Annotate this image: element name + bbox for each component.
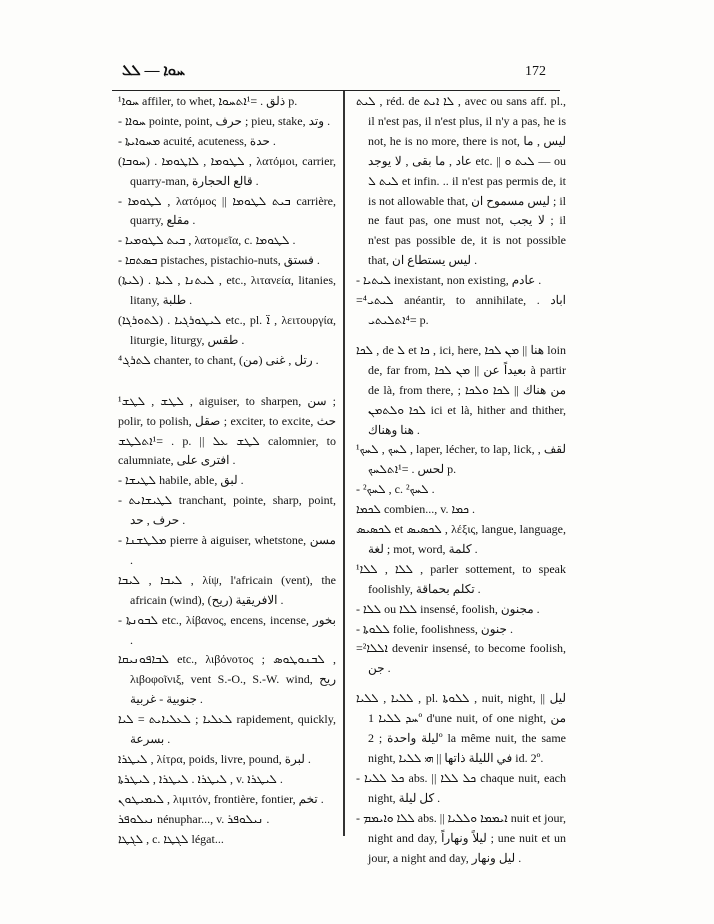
dictionary-entry: - ܡܠܛܫܢܐ pierre à aiguiser, whetstone, مسن . [118, 533, 336, 567]
dictionary-entry: - ܒܝܬ ܠܛܘܡܝܐ , λατομεῖα, c. ܠܛܘܡܐ . [118, 233, 296, 248]
dictionary-entry: - ܚܘܐܐ pointe, point, حرف ; pieu, stake, وتد . [118, 113, 331, 128]
dictionary-entry: - ܠܠܐ ܘܐܝܡܡ abs. || ܐܝܡܡܐ ܘܠܠܝܐ nuit et jour, night and day, ليلاً ونهاراً ; une nuit et un jour, a night and day, ليل ونهار . [356, 810, 566, 865]
header-headwords: ܚܘܐ — ܠܠ [122, 63, 186, 79]
dictionary-entry: ܠܝܛܪܐ , λίτρα, poids, livre, pound, لبرة . [118, 752, 311, 766]
dictionary-entry: ܠܠܝܐ , ܠܠܝܐ , pl. ܠܠܘܬܐ , nuit, night, ليل || ܚܕ ܠܠܝܐ 1º d'une nuit, of one night, من ليلة واحدة ; 2º la même nuit, the same night, في الليلة ذاتها || ܗܝ ܠܠܝܐ id. 2º. [356, 691, 567, 765]
dictionary-entry: - ܠܠܐ ou ܠܠܐ insensé, foolish, مجنون . [356, 601, 540, 616]
dictionary-entry: ܠܟܣܝܣ et ܠܟܣܝܣ , λέξις, langue, language, لغة ; mot, word, كلمة . [356, 522, 566, 556]
dictionary-entry: - ܡܚܘܐܝܬܐ acuité, acuteness, حدة . [118, 133, 276, 148]
dictionary-entry: ܠܝܬ , réd. de ܠܐ ܐܝܬ , avec ou sans aff. pl., il n'est pas, il n'est plus, il n'y a pas, he is not, he is no more, there is not, ليس , ما عاد , ما بقى , لا يوجد etc. || ܠܝܬ ܘ — ou ܠܝܬ ܠ et infin. .. il n'est pas permis de, it is not allowable that, ليس مسموح ان ; il ne faut pas, one must not, لا يجب ; il n'est pas possible de, it is not possible that, ليس يستطاع ان . [356, 94, 567, 268]
dictionary-entry: - ܟܠ ܠܠܝܐ abs. || ܟܠ ܠܠܐ chaque nuit, each night, كل ليلة . [356, 770, 567, 805]
dictionary-entry: - ܒܣܬܩܐ pistaches, pistachio-nuts, فستق . [118, 253, 320, 268]
entry-gap [356, 331, 566, 341]
entry-gap [356, 679, 566, 689]
dictionary-entry: (ܠܬܘܪܓܐ) . ܠܝܛܘܪܓܝܐ etc., pl. ܐ̈ , λειτουργία, liturgie, liturgy, طقس . [118, 312, 337, 347]
entry-gap [118, 371, 336, 392]
right-column [356, 92, 566, 868]
dictionary-entry: ܠܟܡܐ combien..., v. ܟܡܐ . [356, 502, 476, 517]
dictionary-entry: ¹ܠܚܟ , ܠܚܟ , laper, lécher, to lap, lick, لقف , لحس . =¹ܐܬܠܚܟ p. [356, 442, 566, 477]
dictionary-entry: - ܠܒܘܢܬܐ etc., λίβανος, encens, incense, بخور . [118, 612, 336, 647]
dictionary-entry: (ܠܝܬܐ) . ܠܝܬܢܐ , ܠܝܬܐ , etc., λιτανεία, litanies, litany, طلبة . [118, 273, 336, 308]
dictionary-entry: ܠܥܠܝܐ ; ܠܥܠܝܐܝܬ = ܠܝܐ rapidement, quickly, بسرعة . [118, 712, 336, 747]
dictionary-entry: ¹ܚܘܐ affiler, to whet, ذلق . =¹ܐܬܚܘܐ p. [118, 94, 298, 108]
dictionary-entry: - ܠܛܝܫܐܝܬ tranchant, pointe, sharp, point, حرف , حد . [118, 493, 336, 528]
dictionary-entry: - ܠܝܬܝܐ inexistant, non existing, عادم . [356, 273, 542, 288]
dictionary-entry: ܠܓܛܐ , c. ܠܓܛܐ légat... [118, 831, 224, 846]
dictionary-entry: ܠܟܐ , de ܠ et ܟܐ , ici, here, هنا || ܡܢ ܠܟܐ loin de, far from, بعيداً عن || ܡܢ ܠܟܐ à partir de là, from there, من هناك || ܠܟܐ ܘܠܟܐ ; ܠܟܐ ܘܠܬܡܢ ici et là, hither and thither, هنا وهناك . [356, 342, 567, 437]
dictionary-entry: ܠܒܐܦܘܢܝܩܐ etc., λιβόνοτος ; ܠܒܢܘܛܘܣ , λιβοφοῖνιξ, vent S.-O., S.-W. wind, ريح جنوبية - غربية . [118, 652, 337, 707]
dictionary-entry: ܠܝܛܪܐ . ܠܝܛܪܐ , ܠܝܛܪܬܐ , v. ܠܝܛܪܐ . [118, 771, 283, 786]
left-column [118, 92, 336, 850]
dictionary-entry: =⁴ܠܝܬܝ anéantir, to annihilate, اباد . =⁴ܐܬܠܝܬܝ p. [356, 293, 566, 327]
dictionary-entry: =²ܐܠܠܐ devenir insensé, to become foolish, جن . [356, 641, 566, 676]
column-divider [343, 91, 345, 836]
dictionary-entry: ¹ܠܠܐ , ܠܠܐ , parler sottement, to speak foolishly, تكلم بحماقة . [356, 561, 566, 596]
dictionary-entry: - ²ܠܚܟ , c. ²ܠܚܟ . [356, 482, 435, 497]
dictionary-entry: ܠܝܒܐ , ܠܝܒܐ , λίψ, l'africain (vent), the africain (wind), الافريقية (ريح) . [118, 572, 336, 607]
dictionary-entry: (ܚܘܒܐ) . ܠܛܘܡܐ , ܠܐܛܘܡܐ , λατόμοι, carrier, quarry-man, قالع الحجارة . [118, 153, 336, 188]
running-header [112, 60, 560, 88]
dictionary-entry: - ܠܛܘܡܐ , λατόμος || ܒܝܬ ܠܛܘܡܐ carrière, quarry, مقلع . [118, 193, 336, 228]
page-number: 172 [525, 64, 546, 79]
dictionary-entry: - ܠܠܘܬܐ folie, foolishness, جنون . [356, 621, 513, 636]
dictionary-entry: ¹ܠܛܫ , ܠܛܫ , aiguiser, to sharpen, سن ; polir, to polish, صقل ; exciter, to excite, حث . =¹ܐܬܠܛܫ p. || ܠܛܫ ܥܠ calomnier, to calumniate, افترى على . [118, 393, 336, 468]
dictionary-entry: ܠܝܡܝܛܘܢ , λιμιτόν, frontière, fontier, تخم . [118, 791, 324, 806]
dictionary-entry: - ܠܛܝܫܐ habile, able, لبق . [118, 473, 244, 488]
header-rule [112, 90, 560, 91]
dictionary-entry: ⁴ܠܬܪܓ chanter, to chant, (ﻣﻦ) رتل , غنى . [118, 352, 319, 367]
dictionary-entry: ܢܝܠܘܦܪ nénuphar..., v. ܢܝܠܘܦܪ . [118, 811, 270, 826]
